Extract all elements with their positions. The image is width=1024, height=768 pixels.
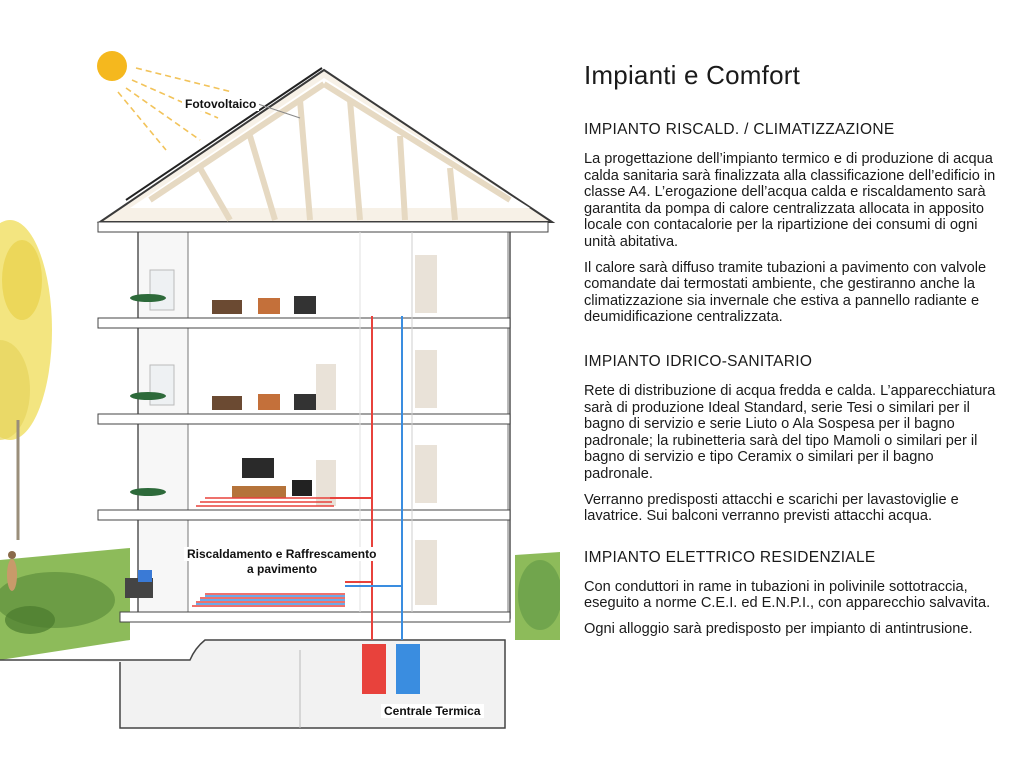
section-paragraph: Con conduttori in rame in tubazioni in polivinile sottotraccia, eseguito a norme C.E.I. ed E.N.P.I., con apparecchio salvavita.	[584, 578, 991, 612]
section-heading: IMPIANTO IDRICO-SANITARIO	[584, 352, 813, 370]
section-paragraph: Il calore sarà diffuso tramite tubazioni a pavimento con valvole comandate dai termostati ambiente, che gestiranno anche la climatizzazione sia invernale che estiva a pannello radiante e deumidificazione centralizzata.	[584, 259, 987, 326]
section-paragraph: Ogni alloggio sarà predisposto per impianto di antintrusione.	[584, 620, 973, 637]
tree-left	[0, 220, 52, 540]
section-paragraph: La progettazione dell’impianto termico e di produzione di acqua calda sanitaria sarà finalizzata alla classificazione dell’edificio in classe A4. L’erogazione dell’acqua calda e riscaldamento sarà garantita da pompa di calore centralizzata allocata in apposito locale con contacalorie per la ripartizione dei consumi di ogni unità abitativa.	[584, 151, 996, 250]
floor-heating-label: Riscaldamento e Raffrescamento	[184, 547, 379, 561]
section-paragraph: Rete di distribuzione di acqua fredda e calda. L’apparecchiatura sarà di produzione Ideal Standard, serie Tesi o similari per il bagno di servizio e serie Liuto o Ala Sospesa per il bagno padronale; la rubinetteria sarà del tipo Mamoli o similari per il bagno di servizio e tipo Ceramix o similari per il bagno padronale.	[584, 382, 996, 482]
hot-water-tank	[362, 644, 386, 694]
section-heading: IMPIANTO ELETTRICO RESIDENZIALE	[584, 548, 876, 566]
cold-water-tank	[396, 644, 420, 694]
section-heating	[584, 121, 1004, 326]
text-panel	[584, 60, 1004, 661]
floor-heating-label-2: a pavimento	[244, 562, 320, 576]
photovoltaic-label: Fotovoltaico	[182, 97, 259, 111]
section-electrical	[584, 549, 1004, 638]
building-body	[98, 222, 548, 622]
sun-icon	[97, 51, 127, 81]
section-paragraph: Verranno predisposti attacchi e scarichi per lavastoviglie e lavatrice. Sui balconi verranno previsti attacchi acqua.	[584, 491, 959, 525]
section-heading: IMPIANTO RISCALD. / CLIMATIZZAZIONE	[584, 121, 895, 138]
roof	[100, 68, 552, 222]
section-plumbing	[584, 353, 1004, 525]
boiler-room-label: Centrale Termica	[381, 704, 484, 718]
page-title: Impianti e Comfort	[584, 60, 801, 90]
